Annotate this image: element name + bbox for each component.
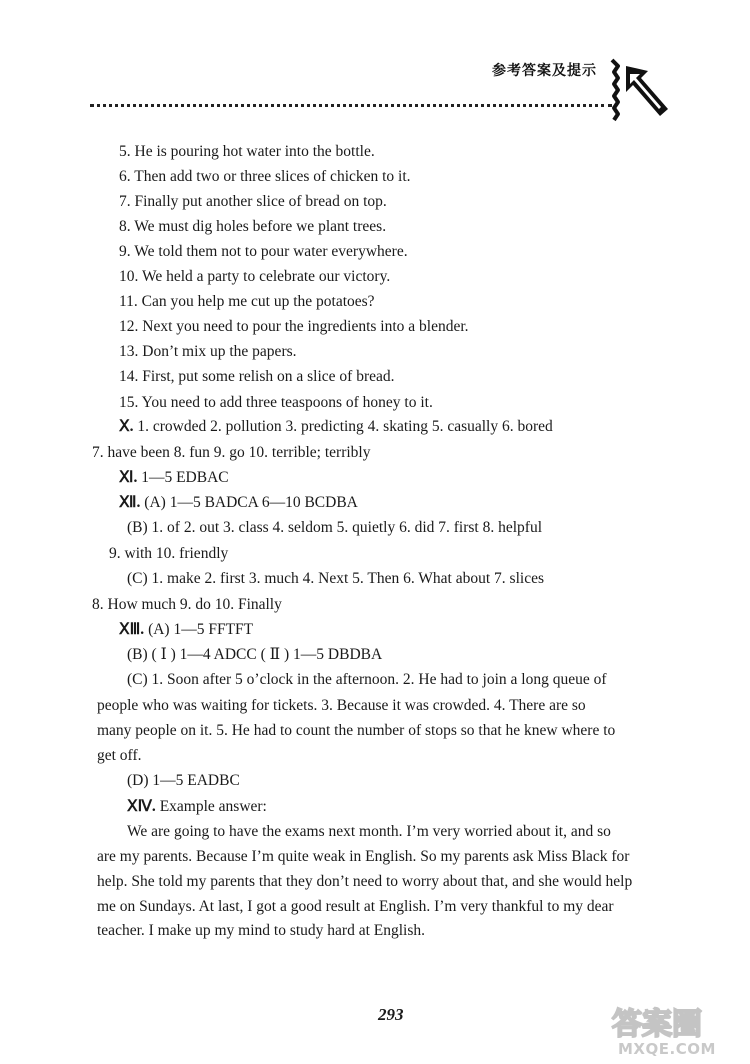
answer-line: (D) 1—5 EADBC	[127, 772, 240, 789]
answer-line: 8. We must dig holes before we plant trees.	[119, 218, 387, 235]
essay-line: help. She told my parents that they don’t need to worry about that, and she would help	[97, 873, 633, 890]
section-number: ⅩⅣ.	[127, 798, 156, 815]
answer-line: 14. First, put some relish on a slice of bread.	[119, 368, 395, 385]
section-xiv-line: ⅩⅣ. Example answer:	[127, 798, 267, 815]
watermark-domain: MXQE.COM	[618, 1040, 716, 1058]
section-xii-line: Ⅻ. (A) 1—5 BADCA 6—10 BCDBA	[119, 494, 358, 511]
essay-line: are my parents. Because I’m quite weak in English. So my parents ask Miss Black for	[97, 848, 630, 865]
answer-line: 7. have been 8. fun 9. go 10. terrible; terribly	[92, 444, 371, 461]
running-header-title: 参考答案及提示	[492, 63, 597, 79]
answer-line: 9. with 10. friendly	[109, 545, 229, 562]
section-number: ⅩⅢ.	[119, 621, 145, 638]
section-x-line: Ⅹ. 1. crowded 2. pollution 3. predicting 4. skating 5. casually 6. bored	[119, 418, 553, 435]
answer-line: 9. We told them not to pour water everywhere.	[119, 243, 408, 260]
answer-line: 10. We held a party to celebrate our victory.	[119, 268, 391, 285]
answer-line: (B) 1. of 2. out 3. class 4. seldom 5. quietly 6. did 7. first 8. helpful	[127, 519, 543, 536]
svg-text:答案圈: 答案圈	[612, 1007, 702, 1042]
section-number: Ⅺ.	[119, 469, 138, 486]
answer-line: 15. You need to add three teaspoons of honey to it.	[119, 394, 433, 411]
page-number: 293	[378, 1005, 404, 1024]
answer-line: (C) 1. make 2. first 3. much 4. Next 5. Then 6. What about 7. slices	[127, 570, 544, 587]
answer-line: 13. Don’t mix up the papers.	[119, 343, 297, 360]
essay-line: We are going to have the exams next month. I’m very worried about it, and so	[127, 823, 611, 840]
section-number: Ⅻ.	[119, 494, 141, 511]
header-dotted-rule	[90, 104, 612, 107]
answer-line: (C) 1. Soon after 5 o’clock in the afternoon. 2. He had to join a long queue of	[127, 671, 607, 688]
arrow-pointer-icon	[602, 52, 674, 124]
answer-line: people who was waiting for tickets. 3. Because it was crowded. 4. There are so	[97, 697, 586, 714]
answer-line: 7. Finally put another slice of bread on top.	[119, 193, 387, 210]
essay-line: me on Sundays. At last, I got a good result at English. I’m very thankful to my dear	[97, 898, 614, 915]
section-number: Ⅹ.	[119, 418, 134, 435]
answer-line: many people on it. 5. He had to count the number of stops so that he knew where to	[97, 722, 616, 739]
answer-line: get off.	[97, 747, 142, 764]
answer-line: 8. How much 9. do 10. Finally	[92, 596, 282, 613]
answer-line: 12. Next you need to pour the ingredients into a blender.	[119, 318, 469, 335]
essay-line: teacher. I make up my mind to study hard at English.	[97, 922, 426, 939]
section-xiii-line: ⅩⅢ. (A) 1—5 FFTFT	[119, 621, 254, 638]
answer-line: 5. He is pouring hot water into the bottle.	[119, 143, 375, 160]
answer-line: 6. Then add two or three slices of chicken to it.	[119, 168, 411, 185]
answer-line: (B) ( Ⅰ ) 1—4 ADCC ( Ⅱ ) 1—5 DBDBA	[127, 646, 383, 663]
section-xi-line: Ⅺ. 1—5 EDBAC	[119, 469, 229, 486]
answer-line: 11. Can you help me cut up the potatoes?	[119, 293, 375, 310]
